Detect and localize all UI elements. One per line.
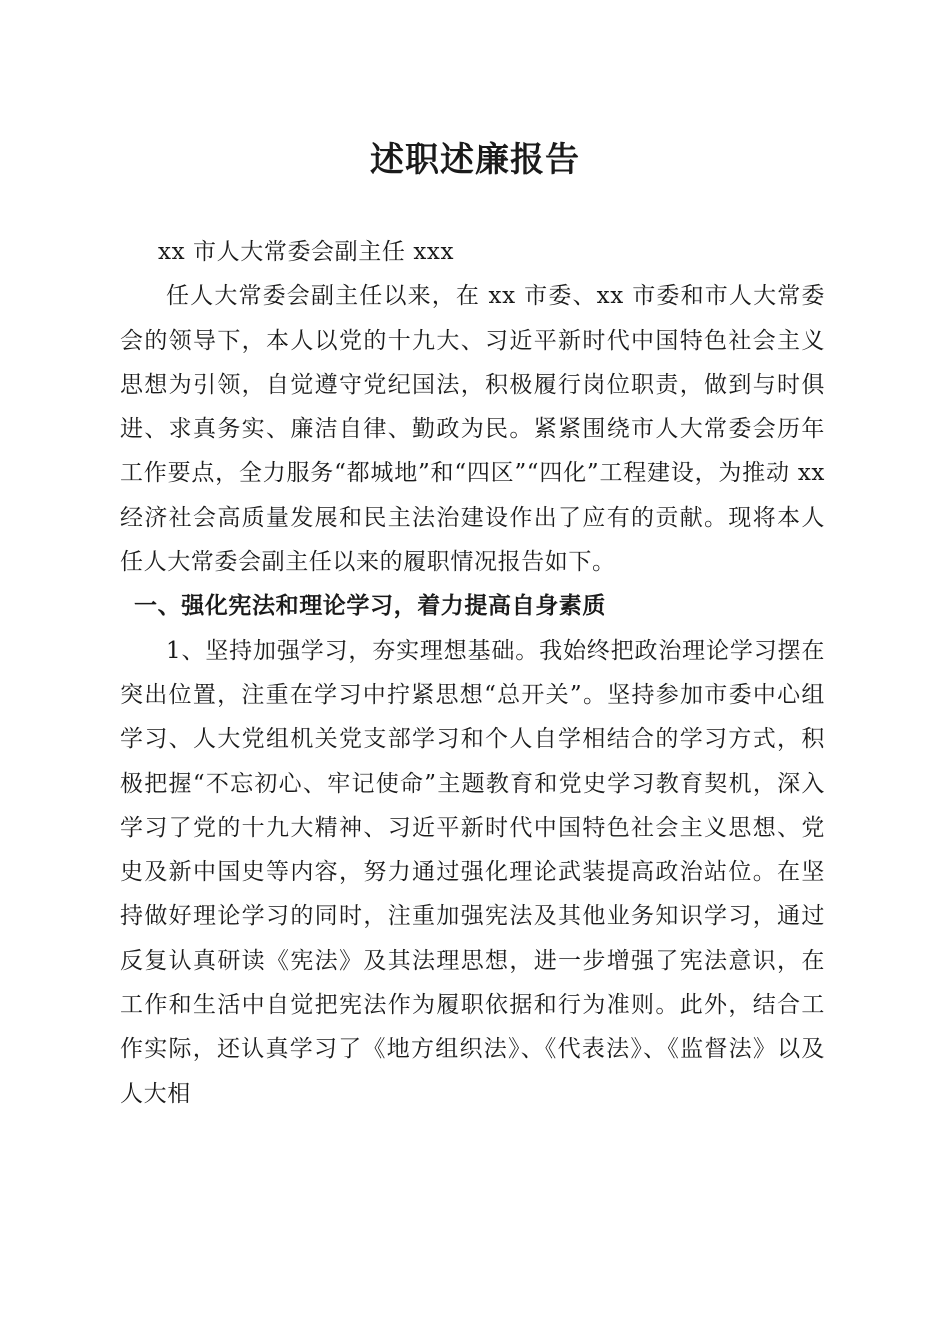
document-title: 述职述廉报告	[370, 140, 580, 180]
section-paragraph: 1、坚持加强学习，夯实理想基础。我始终把政治理论学习摆在突出位置，注重在学习中拧紧思想“总开关”。坚持参加市委中心组学习、人大党组机关党支部学习和个人自学相结合的学习方式，积极把握“不忘初心、牢记使命”主题教育和党史学习教育契机，深入学习了党的十九大精神、习近平新时代中国特色社会主义思想、党史及新中国史等内容，努力通过强化理论武装提高政治站位。在坚持做好理论学习的同时，注重加强宪法及其他业务知识学习，通过反复认真研读《宪法》及其法理思想，进一步增强了宪法意识，在工作和生活中自觉把宪法作为履职依据和行为准则。此外，结合工作实际，还认真学习了《地方组织法》、《代表法》、《监督法》以及人大相	[120, 637, 825, 1107]
section-heading: 一、强化宪法和理论学习，着力提高自身素质	[134, 593, 606, 620]
author-line: xx 市人大常委会副主任 xxx	[158, 239, 455, 265]
intro-paragraph: 任人大常委会副主任以来，在 xx 市委、xx 市委和市人大常委会的领导下，本人以党的十九大、习近平新时代中国特色社会主义思想为引领，自觉遵守党纪国法，积极履行岗位职责，做到与时俱进、求真务实、廉洁自律、勤政为民。紧紧围绕市人大常委会历年工作要点，全力服务“都城地”和“四区”“四化”工程建设，为推动 xx 经济社会高质量发展和民主法治建设作出了应有的贡献。现将本人任人大常委会副主任以来的履职情况报告如下。	[120, 283, 825, 576]
document-body	[120, 230, 825, 1116]
